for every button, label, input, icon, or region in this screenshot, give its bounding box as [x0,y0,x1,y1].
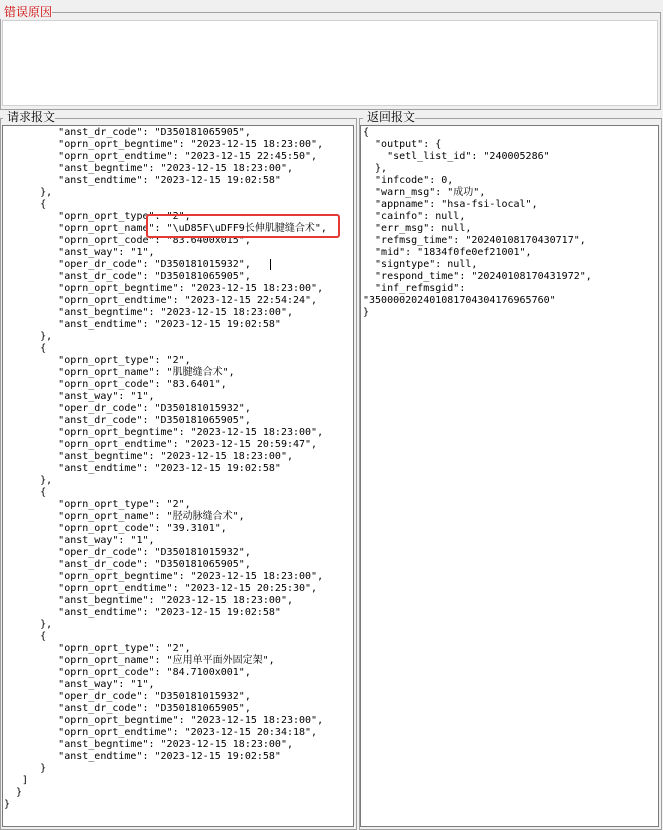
request-line: "oprn_oprt_type": "2", [4,355,191,366]
response-text-area[interactable] [360,125,659,827]
request-line: "anst_endtime": "2023-12-15 19:02:58" [4,319,281,330]
request-line: }, [4,187,53,198]
request-line: "anst_endtime": "2023-12-15 19:02:58" [4,175,281,186]
error-text-area[interactable] [2,20,658,106]
request-line: "anst_begntime": "2023-12-15 18:23:00", [4,451,293,462]
request-line: "oprn_oprt_endtime": "2023-12-15 20:59:47", [4,439,318,450]
response-line: "warn_msg": "成功", [363,187,486,198]
request-line: "anst_endtime": "2023-12-15 19:02:58" [4,607,281,618]
request-line: ] [4,775,29,786]
response-json-text [363,127,592,319]
response-line: "refmsg_time": "20240108170430717", [363,235,586,246]
response-line: "respond_time": "20240108170431972", [363,271,592,282]
request-text-area[interactable] [2,125,354,827]
request-line: "oprn_oprt_endtime": "2023-12-15 20:25:30", [4,583,318,594]
request-line: } [4,799,11,810]
request-line: "oprn_oprt_code": "83.6401", [4,379,227,390]
response-line: "inf_refmsgid": [363,283,466,294]
request-line: "oprn_oprt_endtime": "2023-12-15 22:45:50", [4,151,318,162]
request-line: "anst_way": "1", [4,679,155,690]
request-line: "oprn_oprt_type": "2", [4,643,191,654]
request-line: }, [4,475,53,486]
text-cursor [270,259,271,270]
request-line: "oprn_oprt_begntime": "2023-12-15 18:23:00", [4,571,324,582]
request-line: "anst_dr_code": "D350181065905", [4,271,251,282]
request-line: "oprn_oprt_begntime": "2023-12-15 18:23:00", [4,427,324,438]
request-line: { [4,199,47,210]
request-line: "oprn_oprt_name": "胫动脉缝合术", [4,511,245,522]
response-line: "setl_list_id": "240005286" [363,151,550,162]
request-panel-title: 请求报文 [3,110,55,124]
request-line: }, [4,619,53,630]
request-json-text [4,127,327,811]
request-line: "oprn_oprt_endtime": "2023-12-15 22:54:24", [4,295,318,306]
request-line: "oprn_oprt_name": "应用单平面外固定架", [4,655,275,666]
request-line: "oprn_oprt_name": "肌腱缝合术", [4,367,235,378]
request-line: }, [4,331,53,342]
request-line: "oprn_oprt_begntime": "2023-12-15 18:23:00", [4,283,324,294]
response-line: "err_msg": null, [363,223,472,234]
request-line: { [4,631,47,642]
request-line: "anst_begntime": "2023-12-15 18:23:00", [4,163,293,174]
request-line: "oprn_oprt_code": "39.3101", [4,523,227,534]
response-line: "mid": "1834f0fe0ef21001", [363,247,532,258]
request-line: "anst_endtime": "2023-12-15 19:02:58" [4,751,281,762]
request-line: "anst_begntime": "2023-12-15 18:23:00", [4,739,293,750]
response-line: "350000202401081704304176965760" [363,295,556,306]
response-line: "signtype": null, [363,259,478,270]
request-line: } [4,787,23,798]
request-line: "anst_dr_code": "D350181065905", [4,559,251,570]
request-line: "anst_way": "1", [4,535,155,546]
request-line: "anst_begntime": "2023-12-15 18:23:00", [4,307,293,318]
request-line: } [4,763,47,774]
request-line: "anst_dr_code": "D350181065905", [4,415,251,426]
response-line: "appname": "hsa-fsi-local", [363,199,538,210]
response-line: } [363,307,370,318]
request-line: "anst_way": "1", [4,391,155,402]
response-line: }, [363,163,388,174]
request-line: "oprn_oprt_endtime": "2023-12-15 20:34:18", [4,727,318,738]
response-line: "output": { [363,139,442,150]
error-panel-title: 错误原因 [0,5,52,19]
request-line: "oper_dr_code": "D350181015932", [4,691,251,702]
request-line: "anst_begntime": "2023-12-15 18:23:00", [4,595,293,606]
request-line: "oprn_oprt_code": "84.7100x001", [4,667,251,678]
request-line: "oprn_oprt_name": "\uD85F\uDFF9长伸肌腱缝合术", [4,223,327,234]
response-line: "infcode": 0, [363,175,454,186]
response-line: "cainfo": null, [363,211,466,222]
request-line: "anst_dr_code": "D350181065905", [4,703,251,714]
response-line: { [363,127,370,138]
response-panel-title: 返回报文 [363,110,415,124]
request-line: "oprn_oprt_begntime": "2023-12-15 18:23:00", [4,139,324,150]
request-line: "anst_dr_code": "D350181065905", [4,127,251,138]
request-line: "anst_endtime": "2023-12-15 19:02:58" [4,463,281,474]
request-line: "oper_dr_code": "D350181015932", [4,259,251,270]
request-line: "oprn_oprt_code": "83.6400x015", [4,235,251,246]
request-line: "oprn_oprt_type": "2", [4,499,191,510]
request-line: "anst_way": "1", [4,247,155,258]
request-line: "oper_dr_code": "D350181015932", [4,547,251,558]
request-line: { [4,343,47,354]
request-line: "oprn_oprt_type": "2", [4,211,191,222]
request-line: "oprn_oprt_begntime": "2023-12-15 18:23:00", [4,715,324,726]
request-line: { [4,487,47,498]
request-line: "oper_dr_code": "D350181015932", [4,403,251,414]
